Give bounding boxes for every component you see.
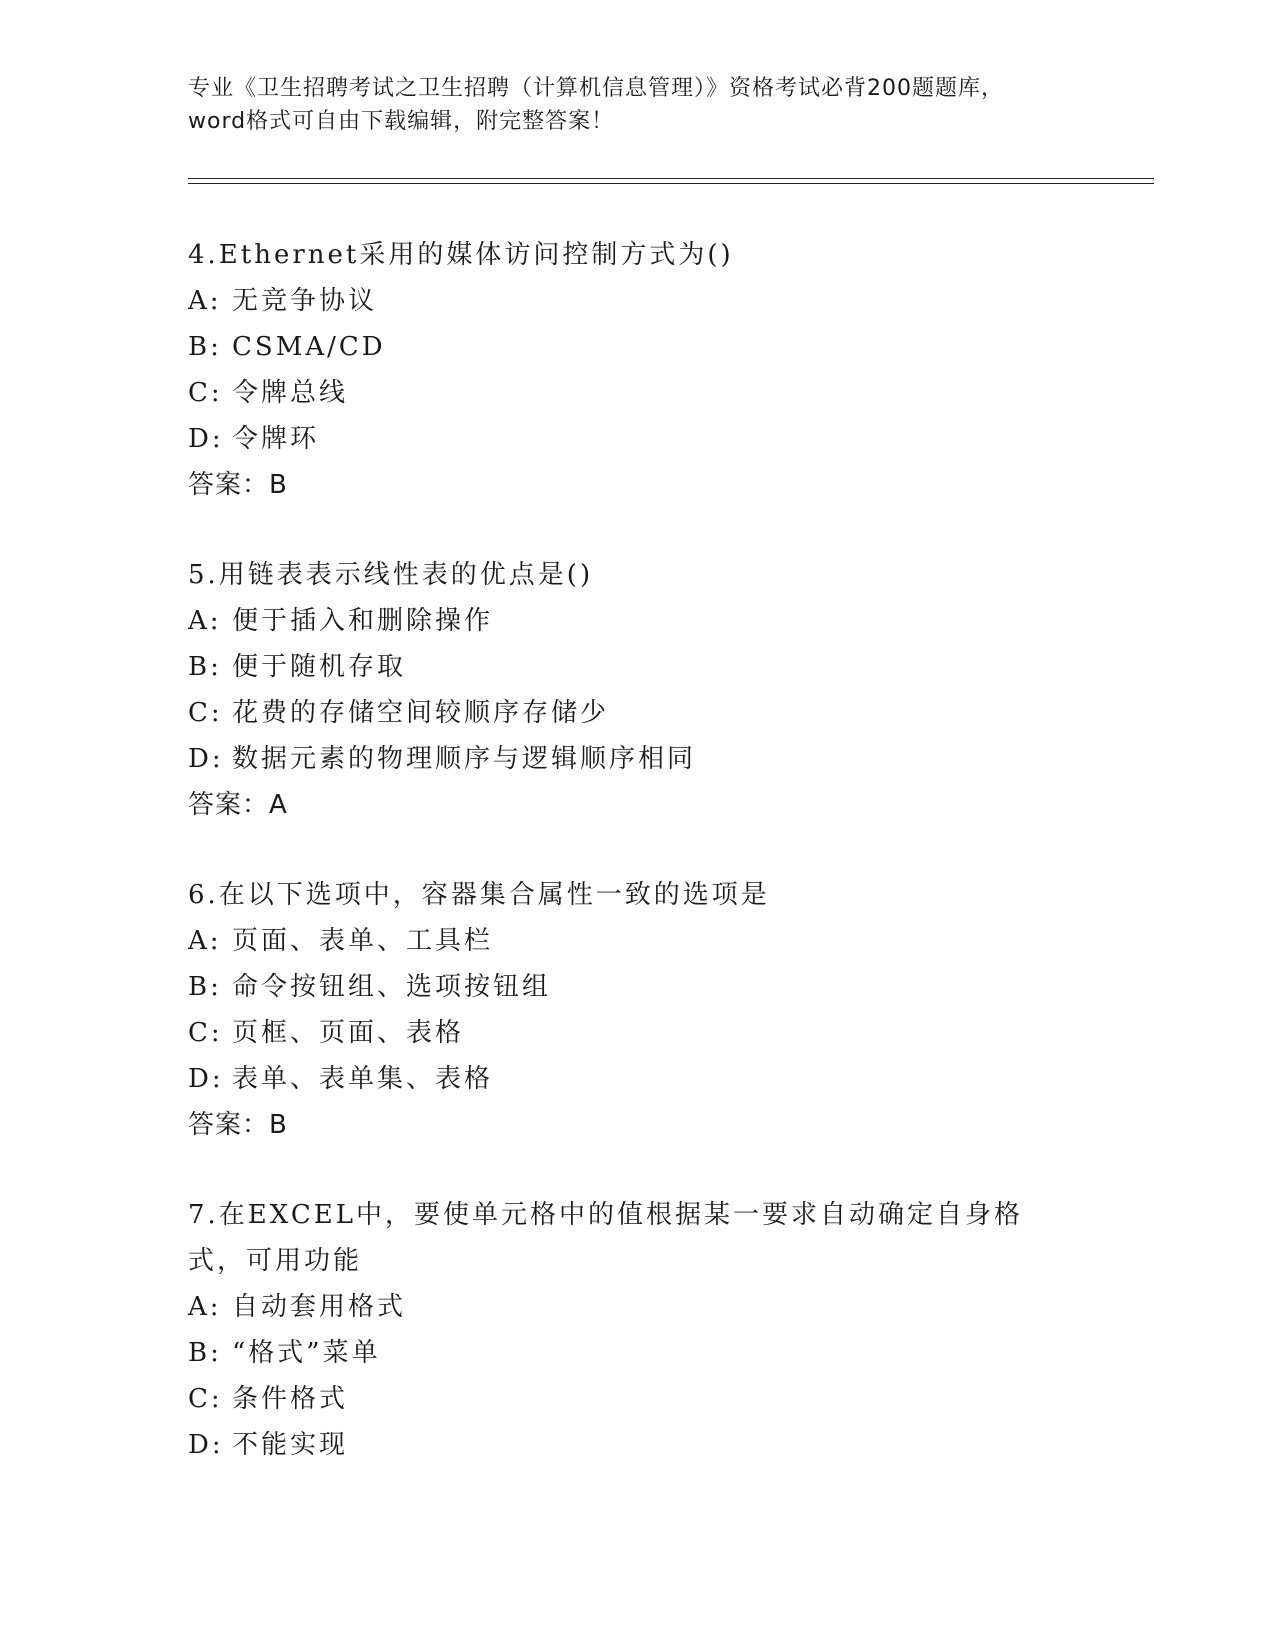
option-a [188,1284,1148,1330]
header-divider-bottom [188,183,1154,184]
document-header [188,72,1088,138]
question-text: 4.Ethernet采用的媒体访问控制方式为() [188,240,734,270]
option-text: 表单、表单集、表格 [232,1064,494,1094]
option-text: 页面、表单、工具栏 [232,926,494,956]
question-text: 6.在以下选项中，容器集合属性一致的选项是 [188,880,770,910]
option-text: “格式”菜单 [232,1338,381,1368]
option-key: D: [188,1064,224,1094]
header-line-1: 专业《卫生招聘考试之卫生招聘（计算机信息管理）》资格考试必背200题题库， [188,76,1004,101]
option-key: B: [188,652,222,682]
option-text: 页框、页面、表格 [232,1018,465,1048]
option-key: D: [188,424,224,454]
option-key: A: [188,926,222,956]
option-key: C: [188,1384,223,1414]
question-list [188,232,1148,1512]
option-text: 令牌总线 [232,378,349,408]
option-key: D: [188,1430,224,1460]
option-a [188,598,1148,644]
option-c [188,370,1148,416]
option-text: 自动套用格式 [232,1292,407,1322]
option-b [188,644,1148,690]
question-5 [188,552,1148,828]
option-d [188,736,1148,782]
option-text: 无竞争协议 [232,286,378,316]
option-key: B: [188,1338,222,1368]
option-text: 不能实现 [232,1430,349,1460]
option-text: 令牌环 [232,424,320,454]
option-c [188,1376,1148,1422]
question-text: 5.用链表表示线性表的优点是() [188,560,594,590]
option-b [188,1330,1148,1376]
option-key: C: [188,378,223,408]
option-b [188,324,1148,370]
option-a [188,918,1148,964]
header-line-2: word格式可自由下载编辑，附完整答案！ [188,109,615,134]
option-key: C: [188,1018,223,1048]
option-d [188,416,1148,462]
question-text: 7.在EXCEL中，要使单元格中的值根据某一要求自动确定自身格式，可用功能 [188,1200,1023,1276]
option-text: CSMA/CD [232,332,386,362]
header-divider-top [188,178,1154,179]
answer-line: 答案：B [188,470,288,500]
option-key: A: [188,1292,222,1322]
option-key: B: [188,332,222,362]
option-text: 便于插入和删除操作 [232,606,494,636]
option-key: D: [188,744,224,774]
option-c [188,690,1148,736]
option-b [188,964,1148,1010]
answer-line: 答案：A [188,790,288,820]
answer-line: 答案：B [188,1110,288,1140]
question-6 [188,872,1148,1148]
option-key: B: [188,972,222,1002]
question-4 [188,232,1148,508]
option-text: 命令按钮组、选项按钮组 [232,972,552,1002]
option-text: 便于随机存取 [232,652,407,682]
option-text: 花费的存储空间较顺序存储少 [232,698,610,728]
option-c [188,1010,1148,1056]
option-d [188,1422,1148,1468]
option-key: A: [188,286,222,316]
option-text: 条件格式 [232,1384,349,1414]
option-key: A: [188,606,222,636]
question-7 [188,1192,1148,1468]
option-key: C: [188,698,223,728]
option-text: 数据元素的物理顺序与逻辑顺序相同 [232,744,697,774]
option-d [188,1056,1148,1102]
option-a [188,278,1148,324]
